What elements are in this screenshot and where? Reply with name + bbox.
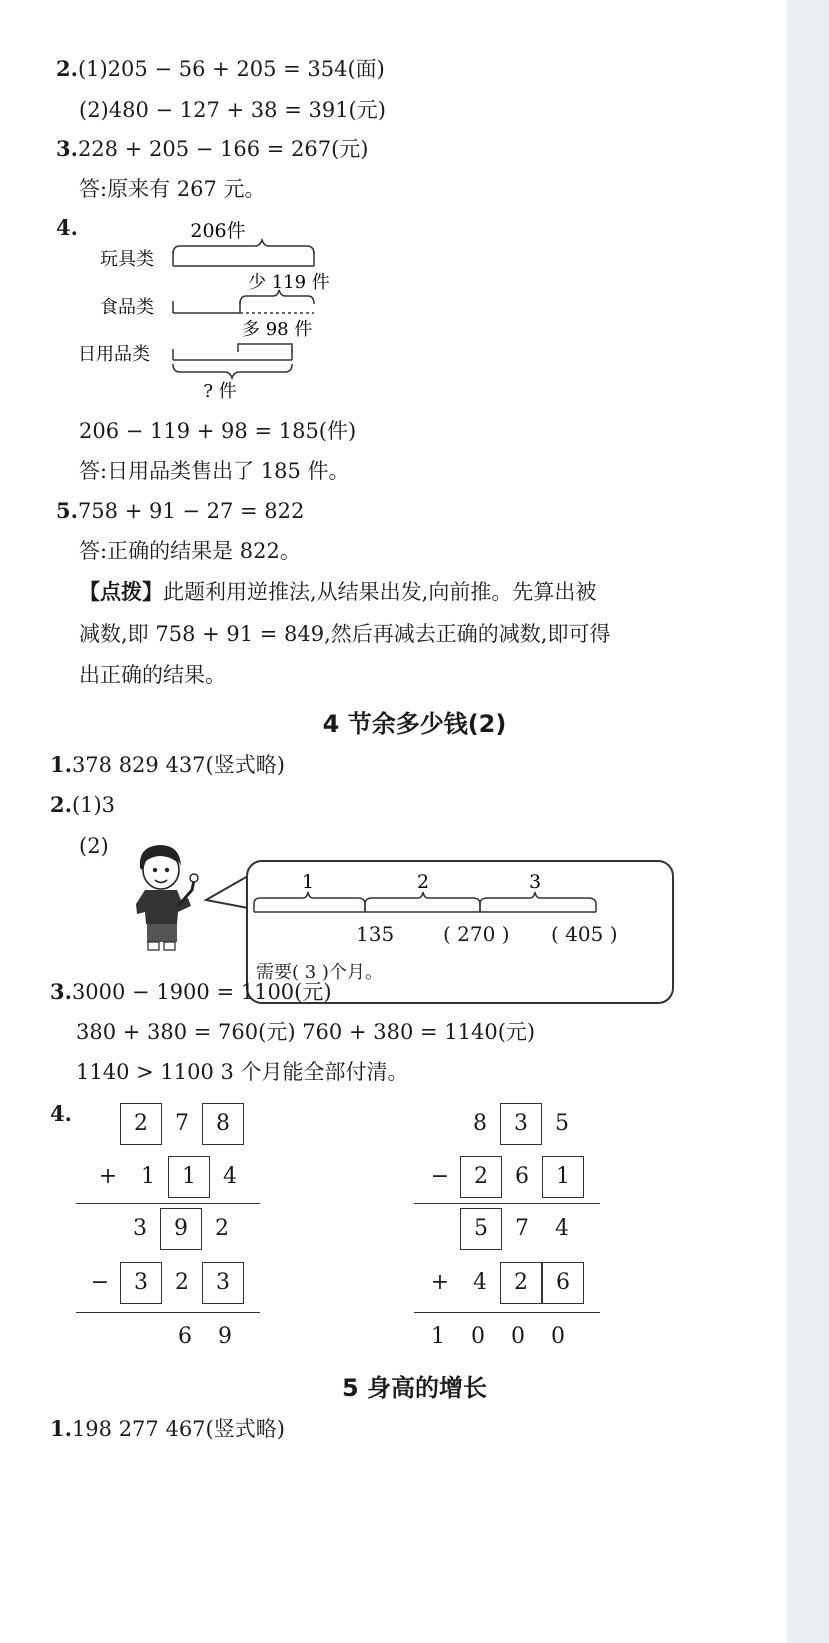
daily-total-brace [173, 364, 292, 378]
q2-line-1: 2.(1)205 − 56 + 205 = 354(面) [56, 56, 385, 81]
value-405: ( 405 ) [551, 922, 618, 946]
q4-answer: 答:日用品类售出了 185 件。 [79, 459, 350, 483]
left-row-1: 2 7 8 [120, 1103, 244, 1145]
speech-bubble-tail [204, 874, 250, 914]
tip-tag: 【点拨】 [79, 579, 163, 604]
q3-answer: 答:原来有 267 元。 [79, 177, 266, 201]
right-row-3: 5 7 4 [460, 1208, 582, 1250]
section-5-title: 5 身高的增长 [341, 1374, 488, 1402]
s5-q1: 1.198 277 467(竖式略) [50, 1416, 285, 1441]
right-row-2: − 2 6 1 [420, 1156, 584, 1198]
toy-brace [173, 240, 314, 254]
s4-q2-part1: 2.(1)3 [50, 792, 116, 817]
tip-line-2: 减数,即 758 + 91 = 849,然后再减去正确的减数,即可得 [79, 622, 611, 646]
q4-number: 4. [56, 215, 78, 240]
s4-q3-line-2: 380 + 380 = 760(元) 760 + 380 = 1140(元) [76, 1020, 536, 1044]
s4-q4-number: 4. [50, 1101, 72, 1126]
s4-q3-line-1: 3.3000 − 1900 = 1100(元) [50, 979, 332, 1004]
q5-line-1: 5.758 + 91 − 27 = 822 [56, 498, 305, 523]
section-4-title: 4 节余多少钱(2) [322, 710, 507, 738]
boy-illustration [128, 840, 210, 955]
q4-calc: 206 − 119 + 98 = 185(件) [79, 419, 357, 443]
s4-q1: 1.378 829 437(竖式略) [50, 752, 285, 777]
left-row-4: − 3 2 3 [80, 1262, 244, 1304]
value-135: 135 [356, 922, 395, 946]
daily-more-bracket [238, 344, 292, 352]
months-needed: 需要( 3 )个月。 [256, 962, 383, 983]
value-270: ( 270 ) [443, 922, 510, 946]
toy-label: 玩具类 [100, 249, 154, 270]
right-row-5: 1 0 0 0 [431, 1324, 565, 1349]
right-row-4: + 4 2 6 [420, 1262, 584, 1304]
s4-q3-line-3: 1140 > 1100 3 个月能全部付清。 [76, 1060, 409, 1084]
segment-label-1: 1 [301, 871, 315, 893]
q5-answer: 答:正确的结果是 822。 [79, 539, 301, 563]
food-less-label: 少 119 件 [248, 272, 330, 293]
left-row-5: 6 9 [178, 1324, 232, 1349]
tip-line-3: 出正确的结果。 [79, 663, 226, 687]
food-label: 食品类 [100, 297, 154, 318]
left-row-3: 3 9 2 [120, 1208, 242, 1250]
daily-more-label: 多 98 件 [242, 319, 313, 340]
right-row-1: 8 3 5 [460, 1103, 582, 1145]
daily-label: 日用品类 [78, 344, 150, 365]
tip-line-1: 【点拨】此题利用逆推法,从结果出发,向前推。先算出被 [79, 579, 597, 604]
q3-line-1: 3.228 + 205 − 166 = 267(元) [56, 136, 369, 161]
toy-count-label: 206件 [190, 220, 246, 242]
left-row-2: + 1 1 4 [88, 1156, 250, 1198]
segment-label-2: 2 [416, 871, 430, 893]
unknown-label: ? 件 [203, 381, 237, 402]
segment-label-3: 3 [528, 871, 542, 893]
q2-line-2: (2)480 − 127 + 38 = 391(元) [79, 98, 386, 122]
segment-diagram [70, 212, 370, 411]
s4-q2-part2-label: (2) [79, 834, 109, 858]
